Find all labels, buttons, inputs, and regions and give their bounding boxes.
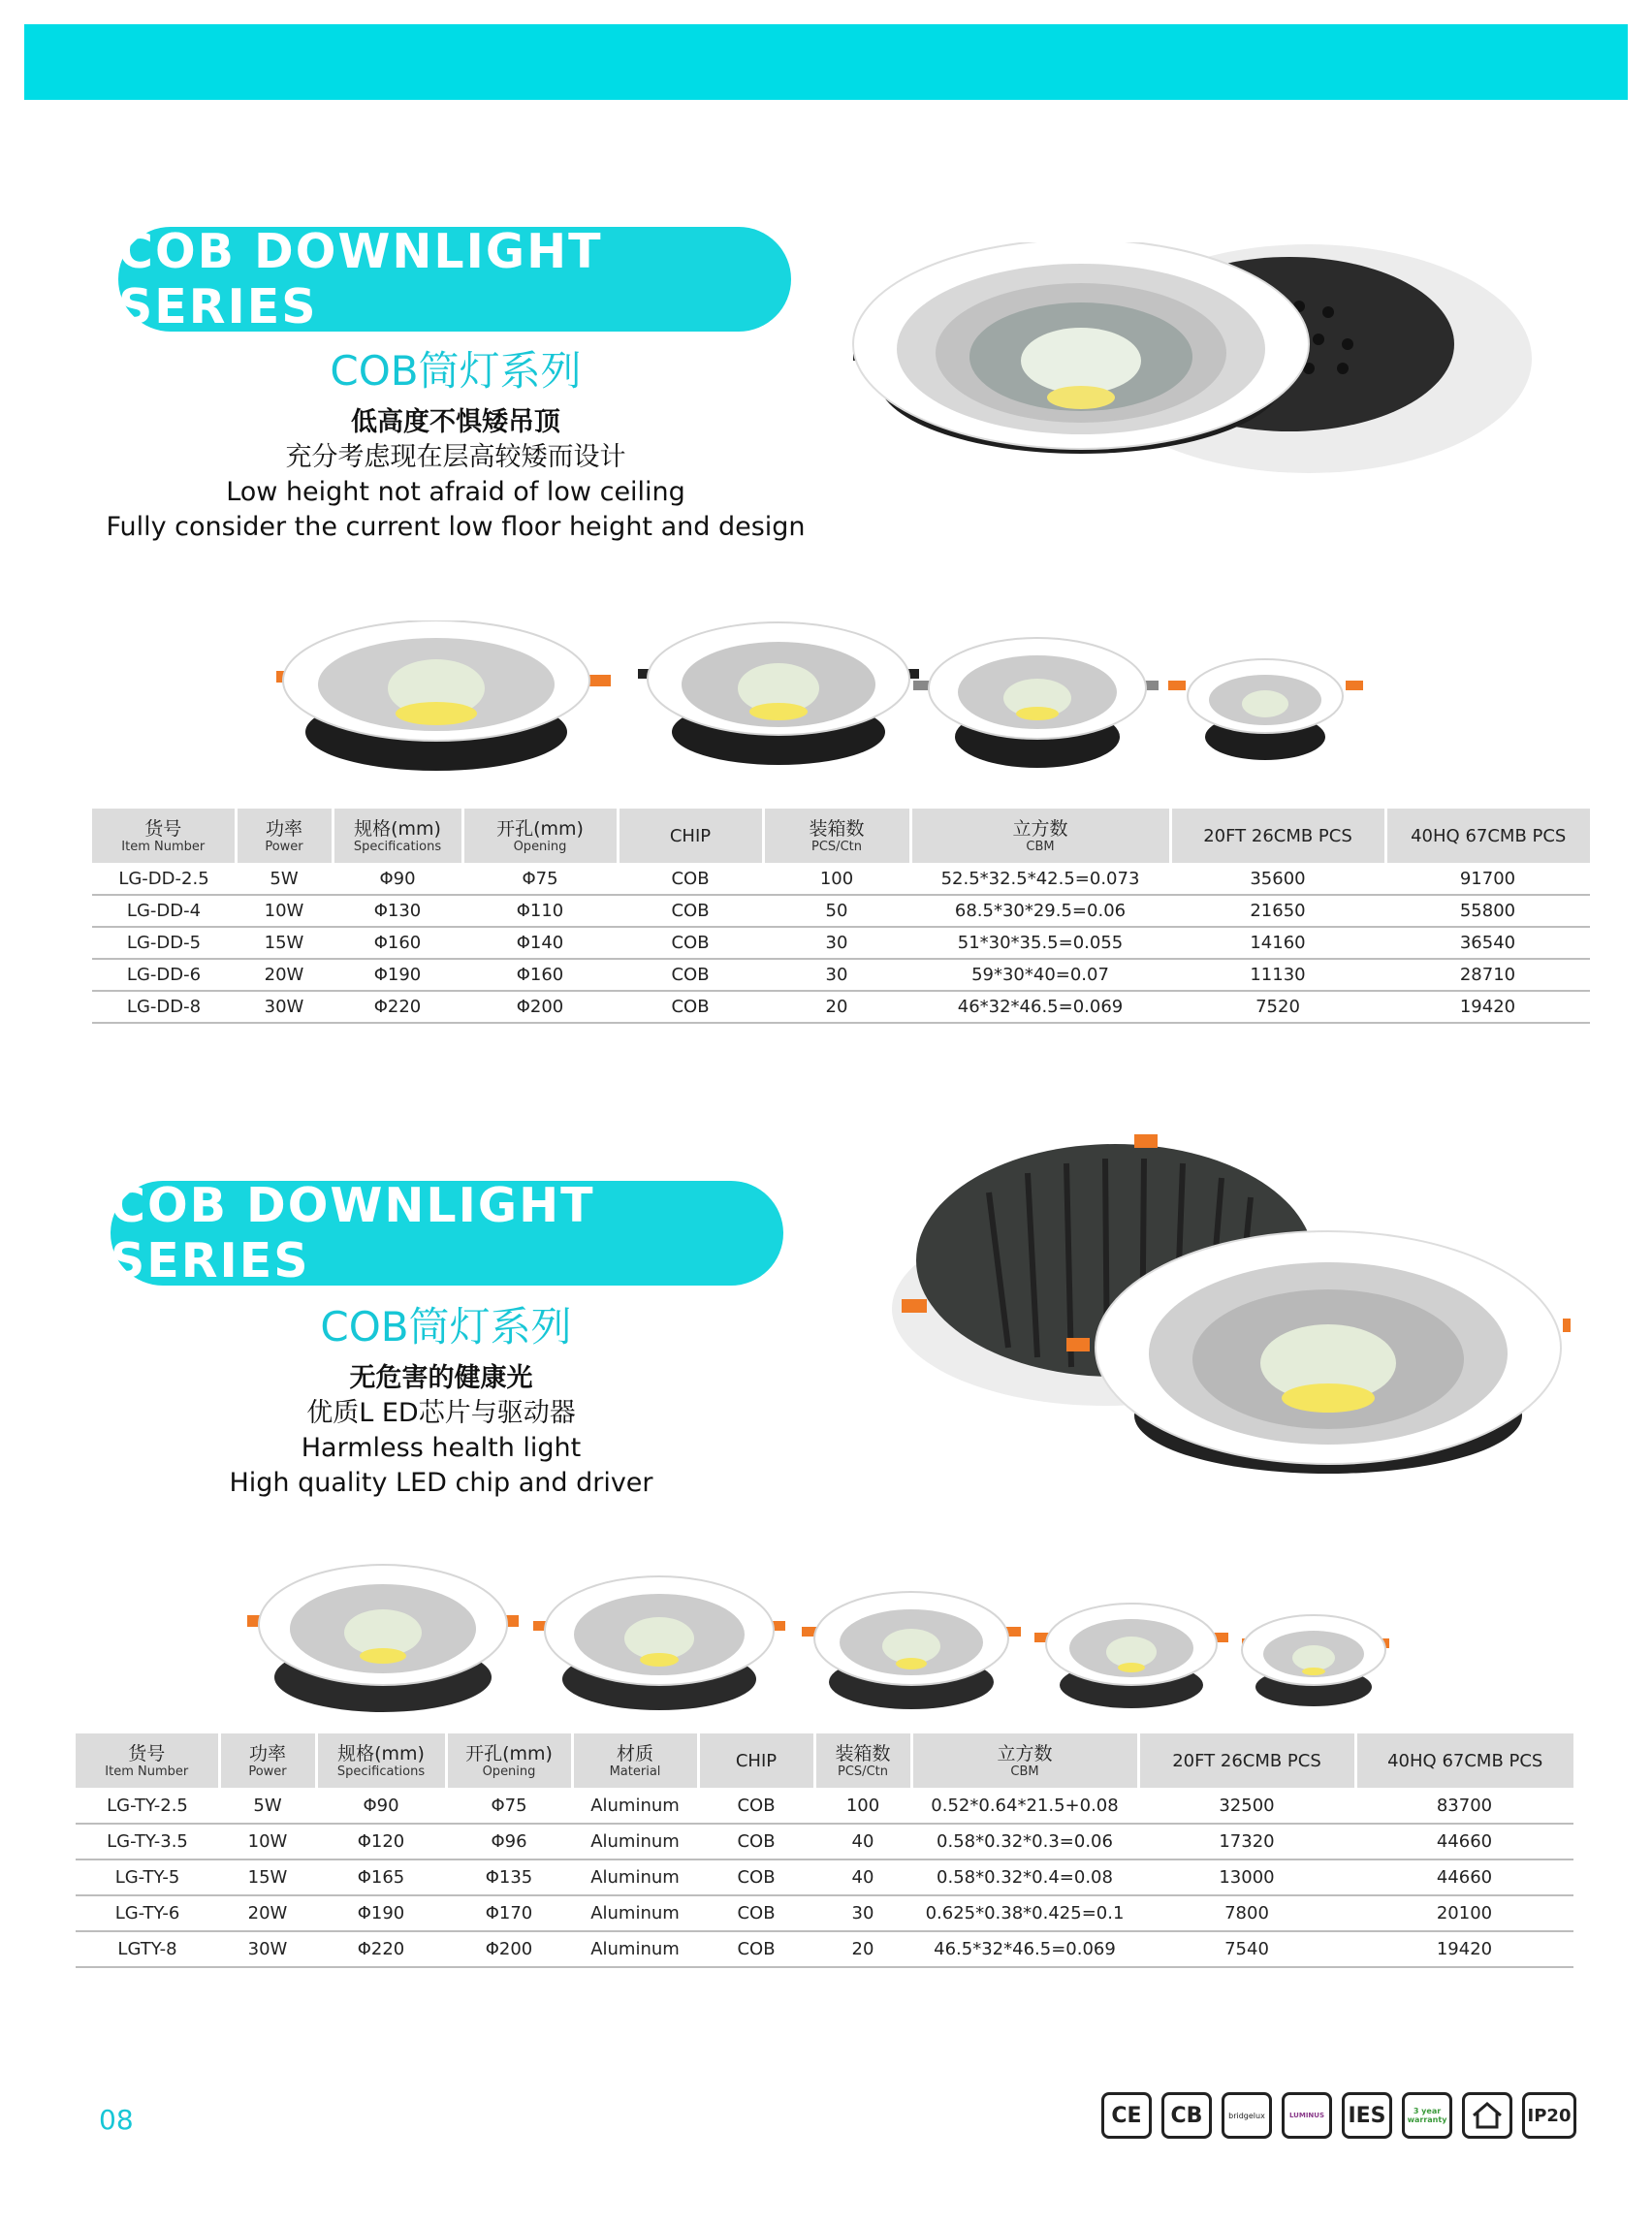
cell-item-number: LG-DD-4	[92, 895, 236, 927]
cell-20ft: 35600	[1170, 863, 1385, 895]
cell-pcs: 100	[763, 863, 910, 895]
cell-item-number: LG-DD-5	[92, 927, 236, 959]
cell-item-number: LG-TY-6	[76, 1895, 219, 1931]
section1-desc-line4: Fully consider the current low floor height and design	[106, 512, 806, 542]
cell-material: Aluminum	[572, 1824, 698, 1859]
cell-material: Aluminum	[572, 1895, 698, 1931]
cell-power: 5W	[219, 1788, 316, 1824]
section1-spec-table	[92, 809, 1590, 1024]
section1-desc-line3: Low height not afraid of low ceiling	[226, 477, 685, 507]
section2-desc-line3: Harmless health light	[301, 1433, 582, 1463]
cell-opening: Φ160	[462, 959, 618, 991]
cell-20ft: 14160	[1170, 927, 1385, 959]
section2-desc-line1: 无危害的健康光	[349, 1363, 533, 1393]
cell-40hq: 19420	[1385, 991, 1590, 1023]
cell-cbm: 0.625*0.38*0.425=0.1	[911, 1895, 1138, 1931]
house-icon	[1462, 2092, 1512, 2139]
cell-item-number: LGTY-8	[76, 1931, 219, 1967]
cell-opening: Φ110	[462, 895, 618, 927]
section2-spec-table	[76, 1733, 1573, 1968]
cell-material: Aluminum	[572, 1931, 698, 1967]
cell-chip: COB	[698, 1931, 814, 1967]
cell-power: 10W	[236, 895, 333, 927]
section1-desc-line1: 低高度不惧矮吊顶	[351, 407, 560, 437]
cell-pcs: 40	[814, 1824, 911, 1859]
cell-chip: COB	[618, 895, 763, 927]
section1-title-pill	[118, 224, 791, 334]
cell-spec: Φ90	[316, 1788, 446, 1824]
cell-40hq: 83700	[1355, 1788, 1573, 1824]
cell-item-number: LG-TY-3.5	[76, 1824, 219, 1859]
section1-hero-product-image	[834, 242, 1551, 494]
section1-description	[58, 405, 853, 545]
cell-opening: Φ170	[446, 1895, 572, 1931]
cell-20ft: 7540	[1138, 1931, 1355, 1967]
section2-description	[53, 1361, 829, 1501]
header-specifications: 规格(mm) Specifications	[333, 809, 462, 863]
cell-40hq: 44660	[1355, 1859, 1573, 1895]
cell-spec: Φ190	[316, 1895, 446, 1931]
header-item-number: 货号 Item Number	[92, 809, 236, 863]
cell-40hq: 19420	[1355, 1931, 1573, 1967]
cell-pcs: 100	[814, 1788, 911, 1824]
header-cbm: 立方数 CBM	[911, 1733, 1138, 1788]
cell-spec: Φ220	[316, 1931, 446, 1967]
section2-title: COB DOWNLIGHT SERIES	[111, 1178, 595, 1288]
cell-spec: Φ160	[333, 927, 462, 959]
cell-cbm: 0.52*0.64*21.5+0.08	[911, 1788, 1138, 1824]
cell-40hq: 20100	[1355, 1895, 1573, 1931]
cell-pcs: 20	[763, 991, 910, 1023]
header-chip: CHIP	[618, 809, 763, 863]
header-20ft: 20FT 26CMB PCS	[1138, 1733, 1355, 1788]
table-row	[76, 1859, 1573, 1895]
cell-spec: Φ165	[316, 1859, 446, 1895]
header-opening: 开孔(mm) Opening	[462, 809, 618, 863]
header-cbm: 立方数 CBM	[910, 809, 1170, 863]
cell-cbm: 0.58*0.32*0.4=0.08	[911, 1859, 1138, 1895]
cell-opening: Φ200	[462, 991, 618, 1023]
section1-desc-line2: 充分考虑现在层高较矮而设计	[285, 442, 626, 472]
cell-item-number: LG-DD-6	[92, 959, 236, 991]
cell-spec: Φ90	[333, 863, 462, 895]
cell-20ft: 7520	[1170, 991, 1385, 1023]
table-row	[92, 895, 1590, 927]
section2-hero-product-image	[892, 1134, 1571, 1503]
cell-cbm: 46*32*46.5=0.069	[910, 991, 1170, 1023]
cell-pcs: 30	[763, 959, 910, 991]
cell-power: 15W	[219, 1859, 316, 1895]
cell-chip: COB	[698, 1788, 814, 1824]
cell-20ft: 17320	[1138, 1824, 1355, 1859]
cell-opening: Φ135	[446, 1859, 572, 1895]
table-row	[92, 863, 1590, 895]
cell-pcs: 30	[763, 927, 910, 959]
cell-pcs: 40	[814, 1859, 911, 1895]
cell-20ft: 13000	[1138, 1859, 1355, 1895]
section2-product-lineup-image	[247, 1561, 1391, 1755]
cell-chip: COB	[618, 927, 763, 959]
cell-opening: Φ75	[446, 1788, 572, 1824]
ce-mark-icon: CE	[1101, 2092, 1152, 2139]
cell-item-number: LG-DD-2.5	[92, 863, 236, 895]
header-pcs-ctn: 装箱数 PCS/Ctn	[763, 809, 910, 863]
cell-spec: Φ130	[333, 895, 462, 927]
cell-40hq: 44660	[1355, 1824, 1573, 1859]
cell-pcs: 50	[763, 895, 910, 927]
header-pcs-ctn: 装箱数 PCS/Ctn	[814, 1733, 911, 1788]
cell-opening: Φ75	[462, 863, 618, 895]
cell-opening: Φ140	[462, 927, 618, 959]
header-power: 功率 Power	[236, 809, 333, 863]
cell-20ft: 32500	[1138, 1788, 1355, 1824]
cell-pcs: 30	[814, 1895, 911, 1931]
section2-desc-line4: High quality LED chip and driver	[229, 1468, 653, 1498]
section2-desc-line2: 优质L ED芯片与驱动器	[306, 1398, 576, 1428]
cell-spec: Φ120	[316, 1824, 446, 1859]
cell-40hq: 36540	[1385, 927, 1590, 959]
cell-20ft: 21650	[1170, 895, 1385, 927]
cell-cbm: 52.5*32.5*42.5=0.073	[910, 863, 1170, 895]
cell-power: 10W	[219, 1824, 316, 1859]
table-row	[92, 927, 1590, 959]
cell-chip: COB	[698, 1824, 814, 1859]
cell-pcs: 20	[814, 1931, 911, 1967]
cell-item-number: LG-TY-5	[76, 1859, 219, 1895]
cell-power: 30W	[219, 1931, 316, 1967]
cell-power: 30W	[236, 991, 333, 1023]
page-number: 08	[99, 2104, 134, 2136]
cell-spec: Φ190	[333, 959, 462, 991]
table-row	[76, 1788, 1573, 1824]
warranty-3-year-icon: 3 year warranty	[1402, 2092, 1452, 2139]
cell-chip: COB	[618, 863, 763, 895]
certification-logos	[1101, 2092, 1576, 2139]
header-40hq: 40HQ 67CMB PCS	[1385, 809, 1590, 863]
cell-item-number: LG-TY-2.5	[76, 1788, 219, 1824]
header-specifications: 规格(mm) Specifications	[316, 1733, 446, 1788]
table-row	[76, 1895, 1573, 1931]
table-header-row	[76, 1733, 1573, 1788]
cell-material: Aluminum	[572, 1859, 698, 1895]
section2-title-pill	[111, 1178, 783, 1288]
cell-power: 5W	[236, 863, 333, 895]
top-banner	[24, 24, 1628, 100]
section1-title-cn: COB筒灯系列	[330, 347, 582, 395]
bridgelux-logo-icon: bridgelux	[1222, 2092, 1272, 2139]
cell-spec: Φ220	[333, 991, 462, 1023]
header-chip: CHIP	[698, 1733, 814, 1788]
cell-40hq: 91700	[1385, 863, 1590, 895]
header-material: 材质 Material	[572, 1733, 698, 1788]
table-row	[92, 959, 1590, 991]
ies-mark-icon: IES	[1342, 2092, 1392, 2139]
cell-40hq: 55800	[1385, 895, 1590, 927]
cell-power: 20W	[219, 1895, 316, 1931]
cell-material: Aluminum	[572, 1788, 698, 1824]
cell-chip: COB	[618, 991, 763, 1023]
cell-20ft: 7800	[1138, 1895, 1355, 1931]
cell-cbm: 46.5*32*46.5=0.069	[911, 1931, 1138, 1967]
ip20-mark-icon: IP20	[1522, 2092, 1576, 2139]
cell-power: 15W	[236, 927, 333, 959]
cell-chip: COB	[618, 959, 763, 991]
header-40hq: 40HQ 67CMB PCS	[1355, 1733, 1573, 1788]
cb-mark-icon: CB	[1161, 2092, 1212, 2139]
cell-20ft: 11130	[1170, 959, 1385, 991]
header-item-number: 货号 Item Number	[76, 1733, 219, 1788]
cell-cbm: 68.5*30*29.5=0.06	[910, 895, 1170, 927]
cell-chip: COB	[698, 1895, 814, 1931]
table-header-row	[92, 809, 1590, 863]
cell-power: 20W	[236, 959, 333, 991]
table-row	[76, 1931, 1573, 1967]
section1-product-lineup-image	[271, 620, 1377, 814]
header-power: 功率 Power	[219, 1733, 316, 1788]
header-opening: 开孔(mm) Opening	[446, 1733, 572, 1788]
section1-title: COB DOWNLIGHT SERIES	[118, 224, 603, 334]
cell-40hq: 28710	[1385, 959, 1590, 991]
section2-title-cn: COB筒灯系列	[320, 1303, 572, 1351]
header-20ft: 20FT 26CMB PCS	[1170, 809, 1385, 863]
cell-cbm: 51*30*35.5=0.055	[910, 927, 1170, 959]
cell-chip: COB	[698, 1859, 814, 1895]
table-row	[92, 991, 1590, 1023]
table-row	[76, 1824, 1573, 1859]
cell-cbm: 0.58*0.32*0.3=0.06	[911, 1824, 1138, 1859]
cell-opening: Φ200	[446, 1931, 572, 1967]
cell-cbm: 59*30*40=0.07	[910, 959, 1170, 991]
cell-opening: Φ96	[446, 1824, 572, 1859]
luminus-logo-icon: LUMINUS	[1282, 2092, 1332, 2139]
cell-item-number: LG-DD-8	[92, 991, 236, 1023]
